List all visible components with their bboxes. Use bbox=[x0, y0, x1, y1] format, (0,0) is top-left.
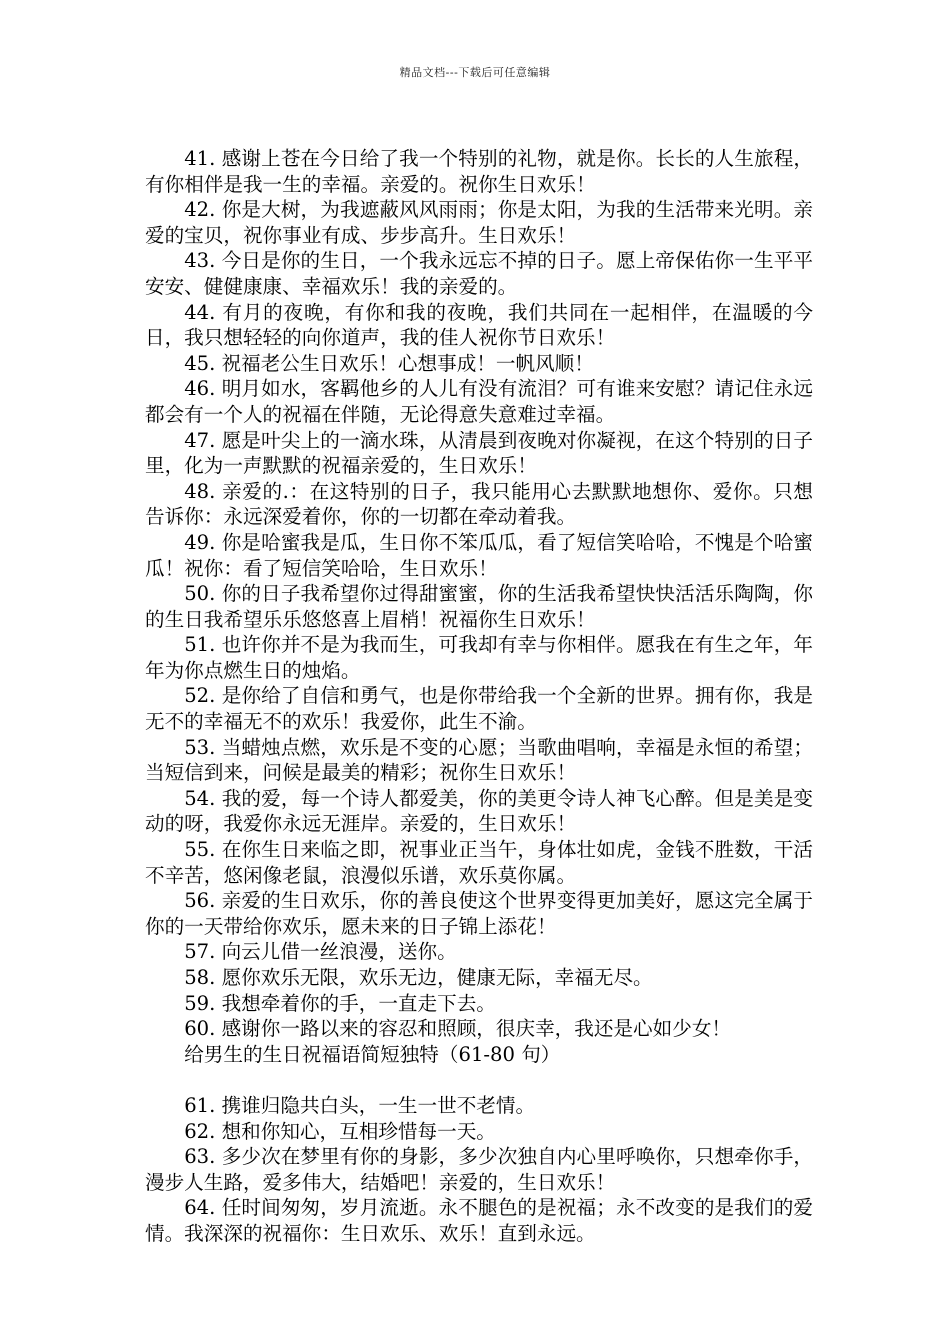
paragraph-41: 41. 感谢上苍在今日给了我一个特别的礼物，就是你。长长的人生旅程，有你相伴是我一生的幸福。亲爱的。祝你生日欢乐！ bbox=[145, 147, 813, 196]
paragraph-51: 51. 也许你并不是为我而生，可我却有幸与你相伴。愿我在有生之年，年年为你点燃生日的烛焰。 bbox=[145, 633, 813, 682]
paragraph-49: 49. 你是哈蜜我是瓜，生日你不笨瓜瓜，看了短信笑哈哈，不愧是个哈蜜瓜！祝你：看了短信笑哈哈，生日欢乐！ bbox=[145, 530, 813, 580]
paragraph-64: 64. 任时间匆匆，岁月流逝。永不腿色的是祝福；永不改变的是我们的爱情。我深深的祝福你：生日欢乐、欢乐！直到永远。 bbox=[145, 1196, 813, 1245]
paragraph-54: 54. 我的爱，每一个诗人都爱美，你的美更令诗人神飞心醉。但是美是变动的呀，我爱你永远无涯岸。亲爱的，生日欢乐！ bbox=[145, 786, 813, 836]
page-header: 精品文档---下载后可任意编辑 bbox=[399, 66, 551, 79]
paragraph-50: 50. 你的日子我希望你过得甜蜜蜜，你的生活我希望快快活活乐陶陶，你的生日我希望乐乐悠悠喜上眉梢！祝福你生日欢乐！ bbox=[145, 582, 813, 631]
paragraph-55: 55. 在你生日来临之即，祝事业正当午，身体壮如虎，金钱不胜数，干活不辛苦，悠闲像老鼠，浪漫似乐谱，欢乐莫你属。 bbox=[145, 838, 813, 887]
paragraph-42: 42. 你是大树，为我遮蔽风风雨雨；你是太阳，为我的生活带来光明。亲爱的宝贝，祝你事业有成、步步高升。生日欢乐！ bbox=[145, 198, 813, 247]
paragraph-61: 61. 携谁归隐共白头，一生一世不老情。 bbox=[184, 1093, 536, 1117]
document-body bbox=[145, 146, 813, 1247]
paragraph-44: 44. 有月的夜晚，有你和我的夜晚，我们共同在一起相伴，在温暖的今日，我只想轻轻的向你道声，我的佳人祝你节日欢乐！ bbox=[145, 300, 813, 350]
paragraph-62: 62. 想和你知心，互相珍惜每一天。 bbox=[184, 1119, 496, 1143]
paragraph-45: 45. 祝福老公生日欢乐！心想事成！一帆风顺！ bbox=[184, 351, 594, 375]
paragraph-46: 46. 明月如水，客羁他乡的人儿有没有流泪？可有谁来安慰？请记住永远都会有一个人的祝福在伴随，无论得意失意难过幸福。 bbox=[145, 377, 813, 426]
paragraph-58: 58. 愿你欢乐无限，欢乐无边，健康无际，幸福无尽。 bbox=[184, 966, 653, 989]
paragraph-43: 43. 今日是你的生日，一个我永远忘不掉的日子。愿上帝保佑你一生平平安安、健健康康、幸福欢乐！我的亲爱的。 bbox=[145, 249, 813, 298]
paragraph-57: 57. 向云儿借一丝浪漫，送你。 bbox=[184, 940, 457, 964]
blank-line bbox=[145, 1067, 813, 1093]
paragraph-56: 56. 亲爱的生日欢乐，你的善良使这个世界变得更加美好，愿这完全属于你的一天带给你欢乐，愿未来的日子锦上添花！ bbox=[145, 889, 813, 938]
paragraph-63: 63. 多少次在梦里有你的身影，多少次独自内心里呼唤你，只想牵你手，漫步人生路，爱多伟大，结婚吧！亲爱的，生日欢乐！ bbox=[145, 1145, 813, 1194]
paragraph-59: 59. 我想牵着你的手，一直走下去。 bbox=[184, 991, 496, 1015]
paragraph-52: 52. 是你给了自信和勇气，也是你带给我一个全新的世界。拥有你，我是无不的幸福无不的欢乐！我爱你，此生不渝。 bbox=[145, 684, 813, 734]
paragraph-60: 60. 感谢你一路以来的容忍和照顾，很庆幸，我还是心如少女！ bbox=[184, 1017, 732, 1041]
paragraph-53: 53. 当蜡烛点燃，欢乐是不变的心愿；当歌曲唱响，幸福是永恒的希望；当短信到来，问候是最美的精彩；祝你生日欢乐！ bbox=[145, 735, 813, 785]
section-heading: 给男生的生日祝福语简短独特（61-80 句） bbox=[184, 1042, 561, 1066]
paragraph-47: 47. 愿是叶尖上的一滴水珠，从清晨到夜晚对你凝视，在这个特别的日子里，化为一声默默的祝福亲爱的，生日欢乐！ bbox=[145, 428, 813, 478]
paragraph-48: 48. 亲爱的.：在这特别的日子，我只能用心去默默地想你、爱你。只想告诉你：永远深爱着你，你的一切都在牵动着我。 bbox=[145, 479, 813, 529]
